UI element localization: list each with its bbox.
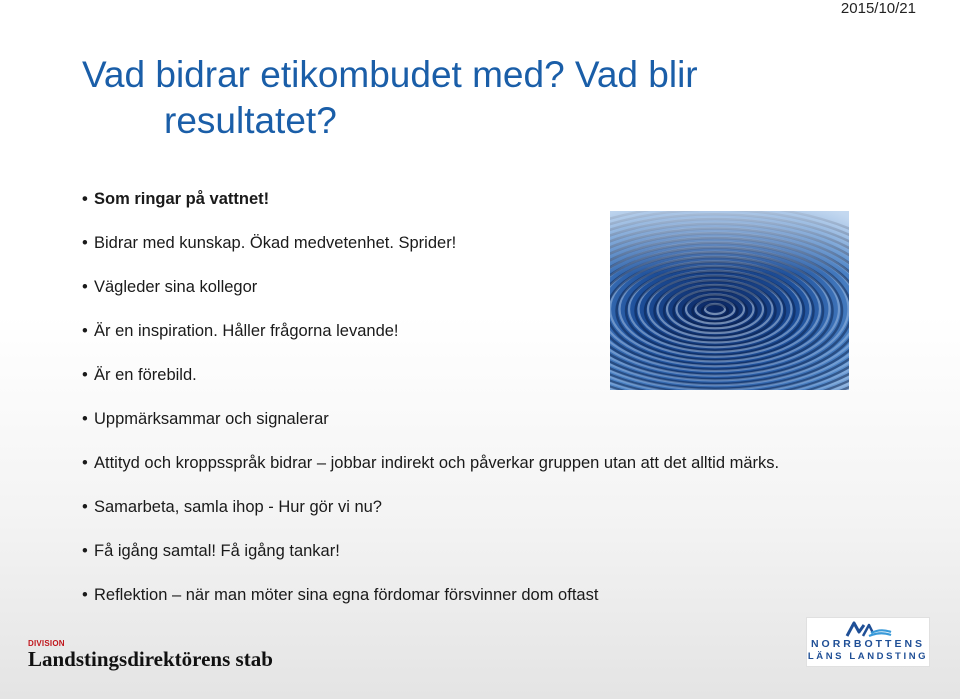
title-line-1: Vad bidrar etikombudet med? Vad blir xyxy=(82,54,698,95)
bullet-item: • Få igång samtal! Få igång tankar! xyxy=(82,538,942,582)
footer-division-label: DIVISION xyxy=(28,639,65,648)
bullet-item: • Uppmärksammar och signalerar xyxy=(82,406,942,450)
footer-organization-name: Landstingsdirektörens stab xyxy=(28,647,273,671)
logo-mark-icon xyxy=(843,620,893,638)
bullet-item: • Som ringar på vattnet! xyxy=(82,186,942,230)
bullet-item: • Vägleder sina kollegor xyxy=(82,274,942,318)
bullet-item: • Är en inspiration. Håller frågorna levande! xyxy=(82,318,942,362)
title-line-2: resultatet? xyxy=(164,100,337,141)
bullet-item: • Är en förebild. xyxy=(82,362,942,406)
logo-line-1: NORRBOTTENS xyxy=(810,638,926,650)
bullet-item: • Bidrar med kunskap. Ökad medvetenhet. Sprider! xyxy=(82,230,942,274)
water-ripples-image xyxy=(610,211,849,390)
slide-title xyxy=(82,52,902,144)
bullet-item: • Samarbeta, samla ihop - Hur gör vi nu? xyxy=(82,494,942,538)
norrbotten-logo xyxy=(806,617,930,667)
logo-line-2: LÄNS LANDSTING xyxy=(807,651,929,662)
slide-date: 2015/10/21 xyxy=(840,0,916,17)
bullet-item: • Attityd och kroppsspråk bidrar – jobbar indirekt och påverkar gruppen utan att det alltid märks. xyxy=(82,450,942,494)
bullet-item: • Reflektion – när man möter sina egna fördomar försvinner dom oftast xyxy=(82,582,942,626)
